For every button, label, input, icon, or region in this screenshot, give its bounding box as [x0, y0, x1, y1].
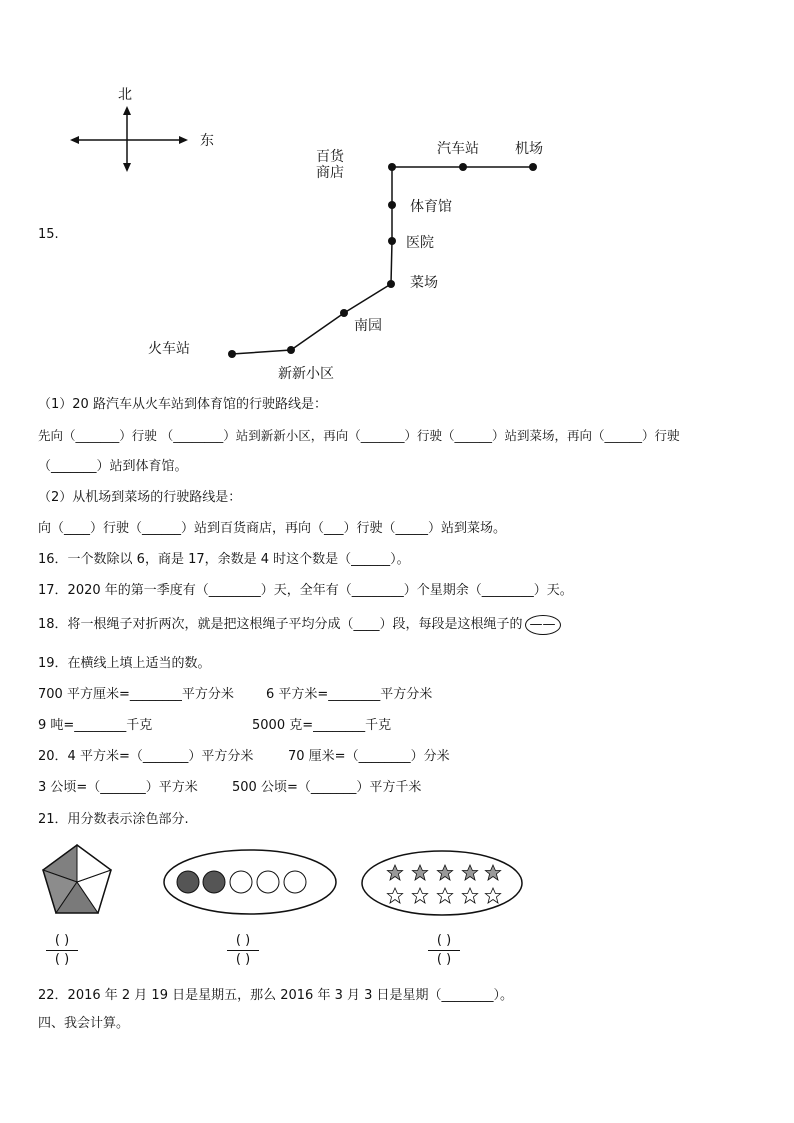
map-label-airport: 机场: [515, 141, 543, 157]
compass-north-label: 北: [118, 87, 132, 103]
map-label-dept-store-2: 商店: [316, 165, 344, 181]
star-empty-1: [387, 888, 402, 903]
circles-figure: [162, 845, 342, 925]
fraction-numerator: ( ): [235, 933, 251, 948]
map-label-hospital: 医院: [406, 235, 434, 251]
star-shaded-2: [412, 865, 427, 880]
q15-number: 15.: [38, 227, 59, 242]
q19-b: 6 平方米=________平方分米: [266, 687, 433, 702]
map-label-dept-store-1: 百货: [316, 149, 344, 165]
q15-part1-line1: 先向（_______）行驶 （________）站到新新小区，再向（_______）行驶（______）站到菜场，再向（______）行驶: [38, 428, 680, 443]
q17: 17．2020 年的第一季度有（________）天，全年有（________）个星期余（________）天。: [38, 583, 573, 598]
q15-part1-line2: （_______）站到体育馆。: [38, 459, 188, 474]
circle-empty-3: [284, 871, 306, 893]
q18-fraction-blank: [525, 615, 561, 635]
section-4-heading: 四、我会计算。: [38, 1016, 130, 1031]
q15-part1-title: （1）20 路汽车从火车站到体育馆的行驶路线是：: [38, 397, 327, 412]
stop-market: [387, 280, 395, 288]
star-shaded-3: [437, 865, 452, 880]
stop-stadium: [388, 201, 396, 209]
circle-shaded-2: [203, 871, 225, 893]
q18: [38, 613, 561, 635]
fraction-denominator: ( ): [235, 952, 251, 967]
q19-title: 19．在横线上填上适当的数。: [38, 656, 211, 671]
q20-d: 500 公顷=（_______）平方千米: [232, 780, 422, 795]
star-empty-5: [485, 888, 500, 903]
q18-text: 18．将一根绳子对折两次，就是把这根绳子平均分成（____）段，每段是这根绳子的: [38, 617, 523, 632]
q18-blank-mark: ——: [529, 617, 556, 632]
stop-train-station: [228, 350, 236, 358]
q19-c: 9 吨=________千克: [38, 718, 153, 733]
route-line: [220, 155, 560, 385]
q21-title: 21．用分数表示涂色部分.: [38, 812, 189, 827]
stars-figure: [360, 845, 540, 925]
q16: 16．一个数除以 6，商是 17，余数是 4 时这个数是（______）。: [38, 552, 410, 567]
map-label-train-station: 火车站: [148, 341, 190, 357]
star-empty-4: [462, 888, 477, 903]
stop-xinxin: [287, 346, 295, 354]
circle-shaded-1: [177, 871, 199, 893]
fraction-bar: [46, 950, 78, 951]
q19-d: 5000 克=________千克: [252, 718, 392, 733]
pentagon-figure: [40, 845, 120, 925]
star-shaded-1: [387, 865, 402, 880]
star-empty-2: [412, 888, 427, 903]
star-empty-3: [437, 888, 452, 903]
stop-airport: [529, 163, 537, 171]
fraction-blank-2[interactable]: [223, 933, 263, 968]
compass-east-label: 东: [200, 133, 214, 149]
q22: 22．2016 年 2 月 19 日是星期五，那么 2016 年 3 月 3 日是星期（________）。: [38, 988, 514, 1003]
map-label-market: 菜场: [410, 275, 438, 291]
fraction-numerator: ( ): [436, 933, 452, 948]
fraction-denominator: ( ): [436, 952, 452, 967]
stop-bus-station: [459, 163, 467, 171]
map-label-nanyuan: 南园: [354, 318, 382, 334]
stop-hospital: [388, 237, 396, 245]
fraction-bar: [428, 950, 460, 951]
fraction-numerator: ( ): [54, 933, 70, 948]
q15-part2-title: （2）从机场到菜场的行驶路线是：: [38, 490, 242, 505]
stop-nanyuan: [340, 309, 348, 317]
q20-c: 3 公顷=（_______）平方米: [38, 780, 198, 795]
star-shaded-4: [462, 865, 477, 880]
star-shaded-5: [485, 865, 500, 880]
fraction-denominator: ( ): [54, 952, 70, 967]
fraction-blank-3[interactable]: [424, 933, 464, 968]
map-label-stadium: 体育馆: [410, 199, 452, 215]
fraction-blank-1[interactable]: [42, 933, 82, 968]
stop-dept-store: [388, 163, 396, 171]
circle-empty-2: [257, 871, 279, 893]
compass-arrows-icon: [70, 100, 190, 190]
q15-part2-line1: 向（____）行驶（______）站到百货商店，再向（___）行驶（_____）站到菜场。: [38, 521, 507, 536]
q20-a: 20．4 平方米=（_______）平方分米: [38, 749, 254, 764]
map-label-bus-station: 汽车站: [437, 141, 479, 157]
q19-a: 700 平方厘米=________平方分米: [38, 687, 234, 702]
fraction-bar: [227, 950, 259, 951]
q20-b: 70 厘米=（________）分米: [288, 749, 450, 764]
circle-empty-1: [230, 871, 252, 893]
map-label-xinxin: 新新小区: [278, 366, 334, 382]
